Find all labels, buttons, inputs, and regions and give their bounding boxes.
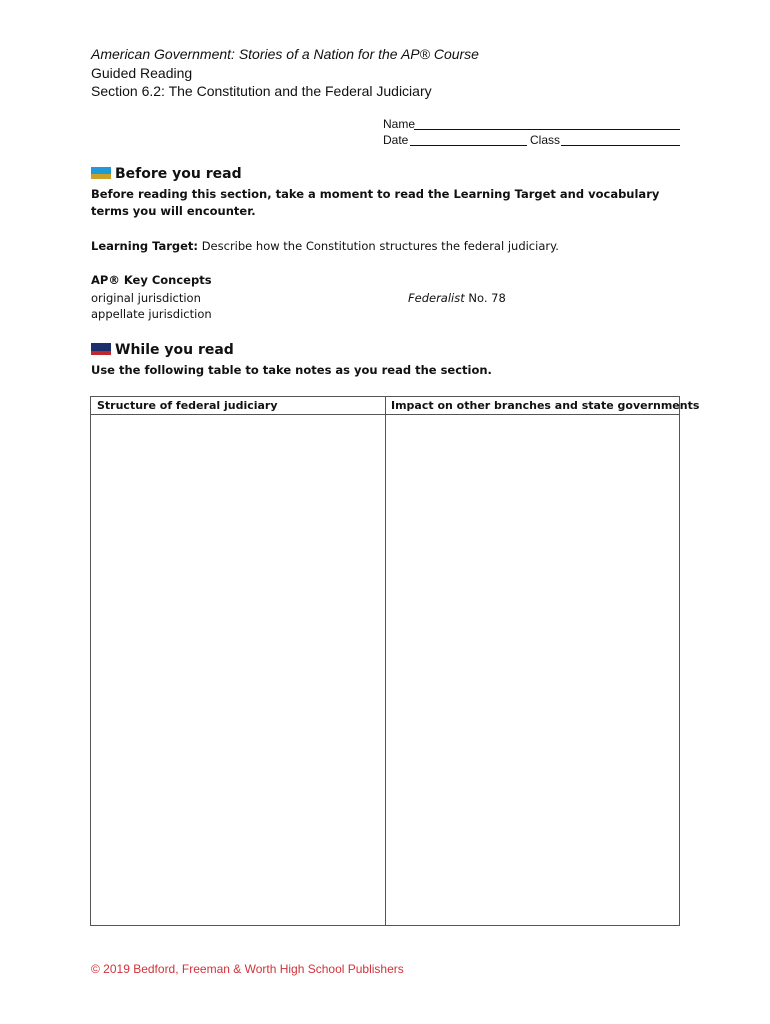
learning-target	[91, 238, 559, 255]
notes-cell-impact[interactable]	[387, 416, 678, 924]
guided-reading-label: Guided Reading	[91, 65, 193, 81]
column-header-structure: Structure of federal judiciary	[97, 399, 278, 412]
federalist-number: No. 78	[464, 291, 506, 305]
book-title: American Government: Stories of a Nation for the AP® Course	[91, 46, 479, 62]
name-field[interactable]	[414, 129, 680, 130]
column-divider	[385, 397, 386, 925]
class-label: Class	[530, 133, 561, 147]
concept-item-federalist	[408, 290, 506, 307]
concept-item: appellate jurisdiction	[91, 307, 212, 321]
learning-target-text: Describe how the Constitution structures the federal judiciary.	[198, 239, 559, 253]
learning-target-label: Learning Target:	[91, 239, 199, 253]
name-label: Name	[383, 117, 416, 131]
date-field[interactable]	[410, 145, 527, 146]
key-concepts-label: AP® Key Concepts	[91, 273, 212, 287]
copyright-footer: © 2019 Bedford, Freeman & Worth High School Publishers	[91, 962, 404, 976]
while-instructions: Use the following table to take notes as you read the section.	[91, 363, 492, 377]
before-you-read-label: Before you read	[115, 166, 242, 182]
concept-item: original jurisdiction	[91, 291, 201, 305]
flag-icon	[91, 167, 111, 179]
column-header-impact: Impact on other branches and state governments	[391, 399, 700, 412]
date-label: Date	[383, 133, 409, 147]
federalist-italic: Federalist	[408, 291, 465, 305]
before-you-read-heading	[91, 166, 242, 182]
notes-cell-structure[interactable]	[92, 416, 384, 924]
section-title: Section 6.2: The Constitution and the Federal Judiciary	[91, 83, 432, 99]
while-you-read-heading	[91, 342, 234, 358]
while-you-read-label: While you read	[115, 342, 234, 358]
flag-icon	[91, 343, 111, 355]
class-field[interactable]	[561, 145, 680, 146]
before-instructions: Before reading this section, take a moment to read the Learning Target and vocabulary terms you will encounter.	[91, 187, 660, 218]
notes-table	[90, 396, 700, 926]
